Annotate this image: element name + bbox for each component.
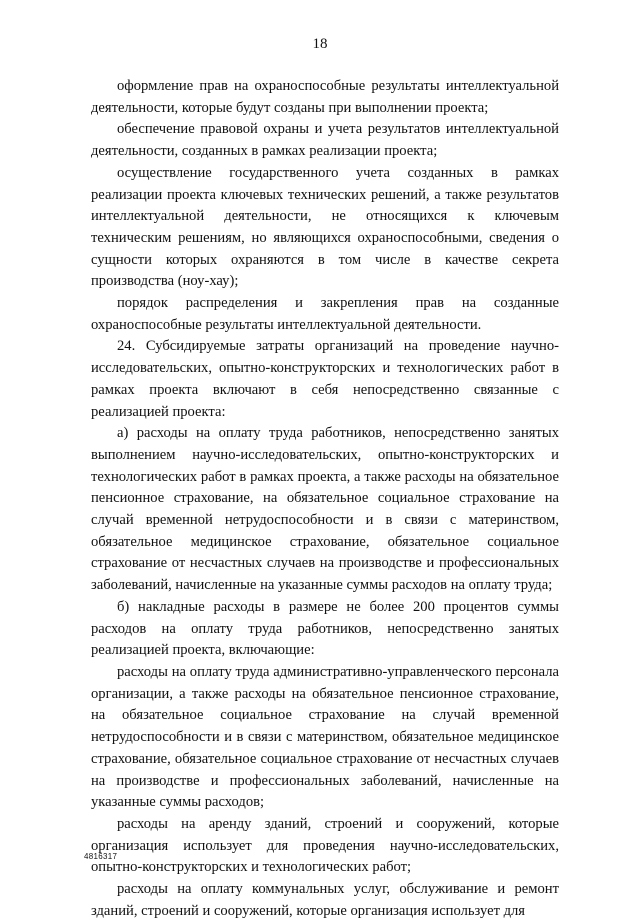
paragraph: б) накладные расходы в размере не более 200 процентов суммы расходов на оплату труда работников, непосредственно занятых реализацией проекта, включающие: xyxy=(91,598,559,659)
paragraph: оформление прав на охраноспособные результаты интеллектуальной деятельности, которые будут созданы при выполнении проекта; xyxy=(91,78,559,116)
paragraph: а) расходы на оплату труда работников, непосредственно занятых выполнением научно-исследовательских, опытно-конструкторских и технологических работ в рамках проекта, а также расходы на обязательное пенсионное страхование, на обязательное социальное страхование на случай временной нетрудоспособности и в связи с материнством, обязательное медицинское страхование, обязательное социальное страхование от несчастных случаев на производстве и профессиональных заболеваний, начисленные на указанные суммы расходов на оплату труда; xyxy=(91,425,559,594)
page-number: 18 xyxy=(312,36,328,52)
paragraph: осуществление государственного учета созданных в рамках реализации проекта ключевых технических решений, а также результатов интеллектуальной деятельности, не относящихся к ключевым техническим решениям, но являющихся охраноспособными, сведения о сущности которых охраняются в том числе в качестве секрета производства (ноу-хау); xyxy=(91,164,559,290)
paragraph: расходы на оплату труда административно-управленческого персонала организации, а также расходы на обязательное пенсионное страхование, на обязательное социальное страхование на случай временной нетрудоспособности и в связи с материнством, обязательное медицинское страхование, обязательное социальное страхование от несчастных случаев на производстве и профессиональных заболеваний, начисленные на указанные суммы расходов; xyxy=(91,663,559,811)
document-code: 4816317 xyxy=(84,852,118,861)
paragraph: расходы на оплату коммунальных услуг, обслуживание и ремонт зданий, строений и сооружений, которые организация использует для xyxy=(91,881,559,919)
paragraph: обеспечение правовой охраны и учета результатов интеллектуальной деятельности, созданных в рамках реализации проекта; xyxy=(91,121,559,160)
paragraph: расходы на аренду зданий, строений и сооружений, которые организация использует для проведения научно-исследовательских, опытно-конструкторских и технологических работ; xyxy=(91,815,559,876)
paragraph: порядок распределения и закрепления прав на созданные охраноспособные результаты интеллектуальной деятельности. xyxy=(91,295,559,333)
paragraph: 24. Субсидируемые затраты организаций на проведение научно-исследовательских, опытно-конструкторских и технологических работ в рамках проекта включают в себя непосредственно связанные с реализацией проекта: xyxy=(91,338,559,420)
document-body xyxy=(91,76,559,922)
